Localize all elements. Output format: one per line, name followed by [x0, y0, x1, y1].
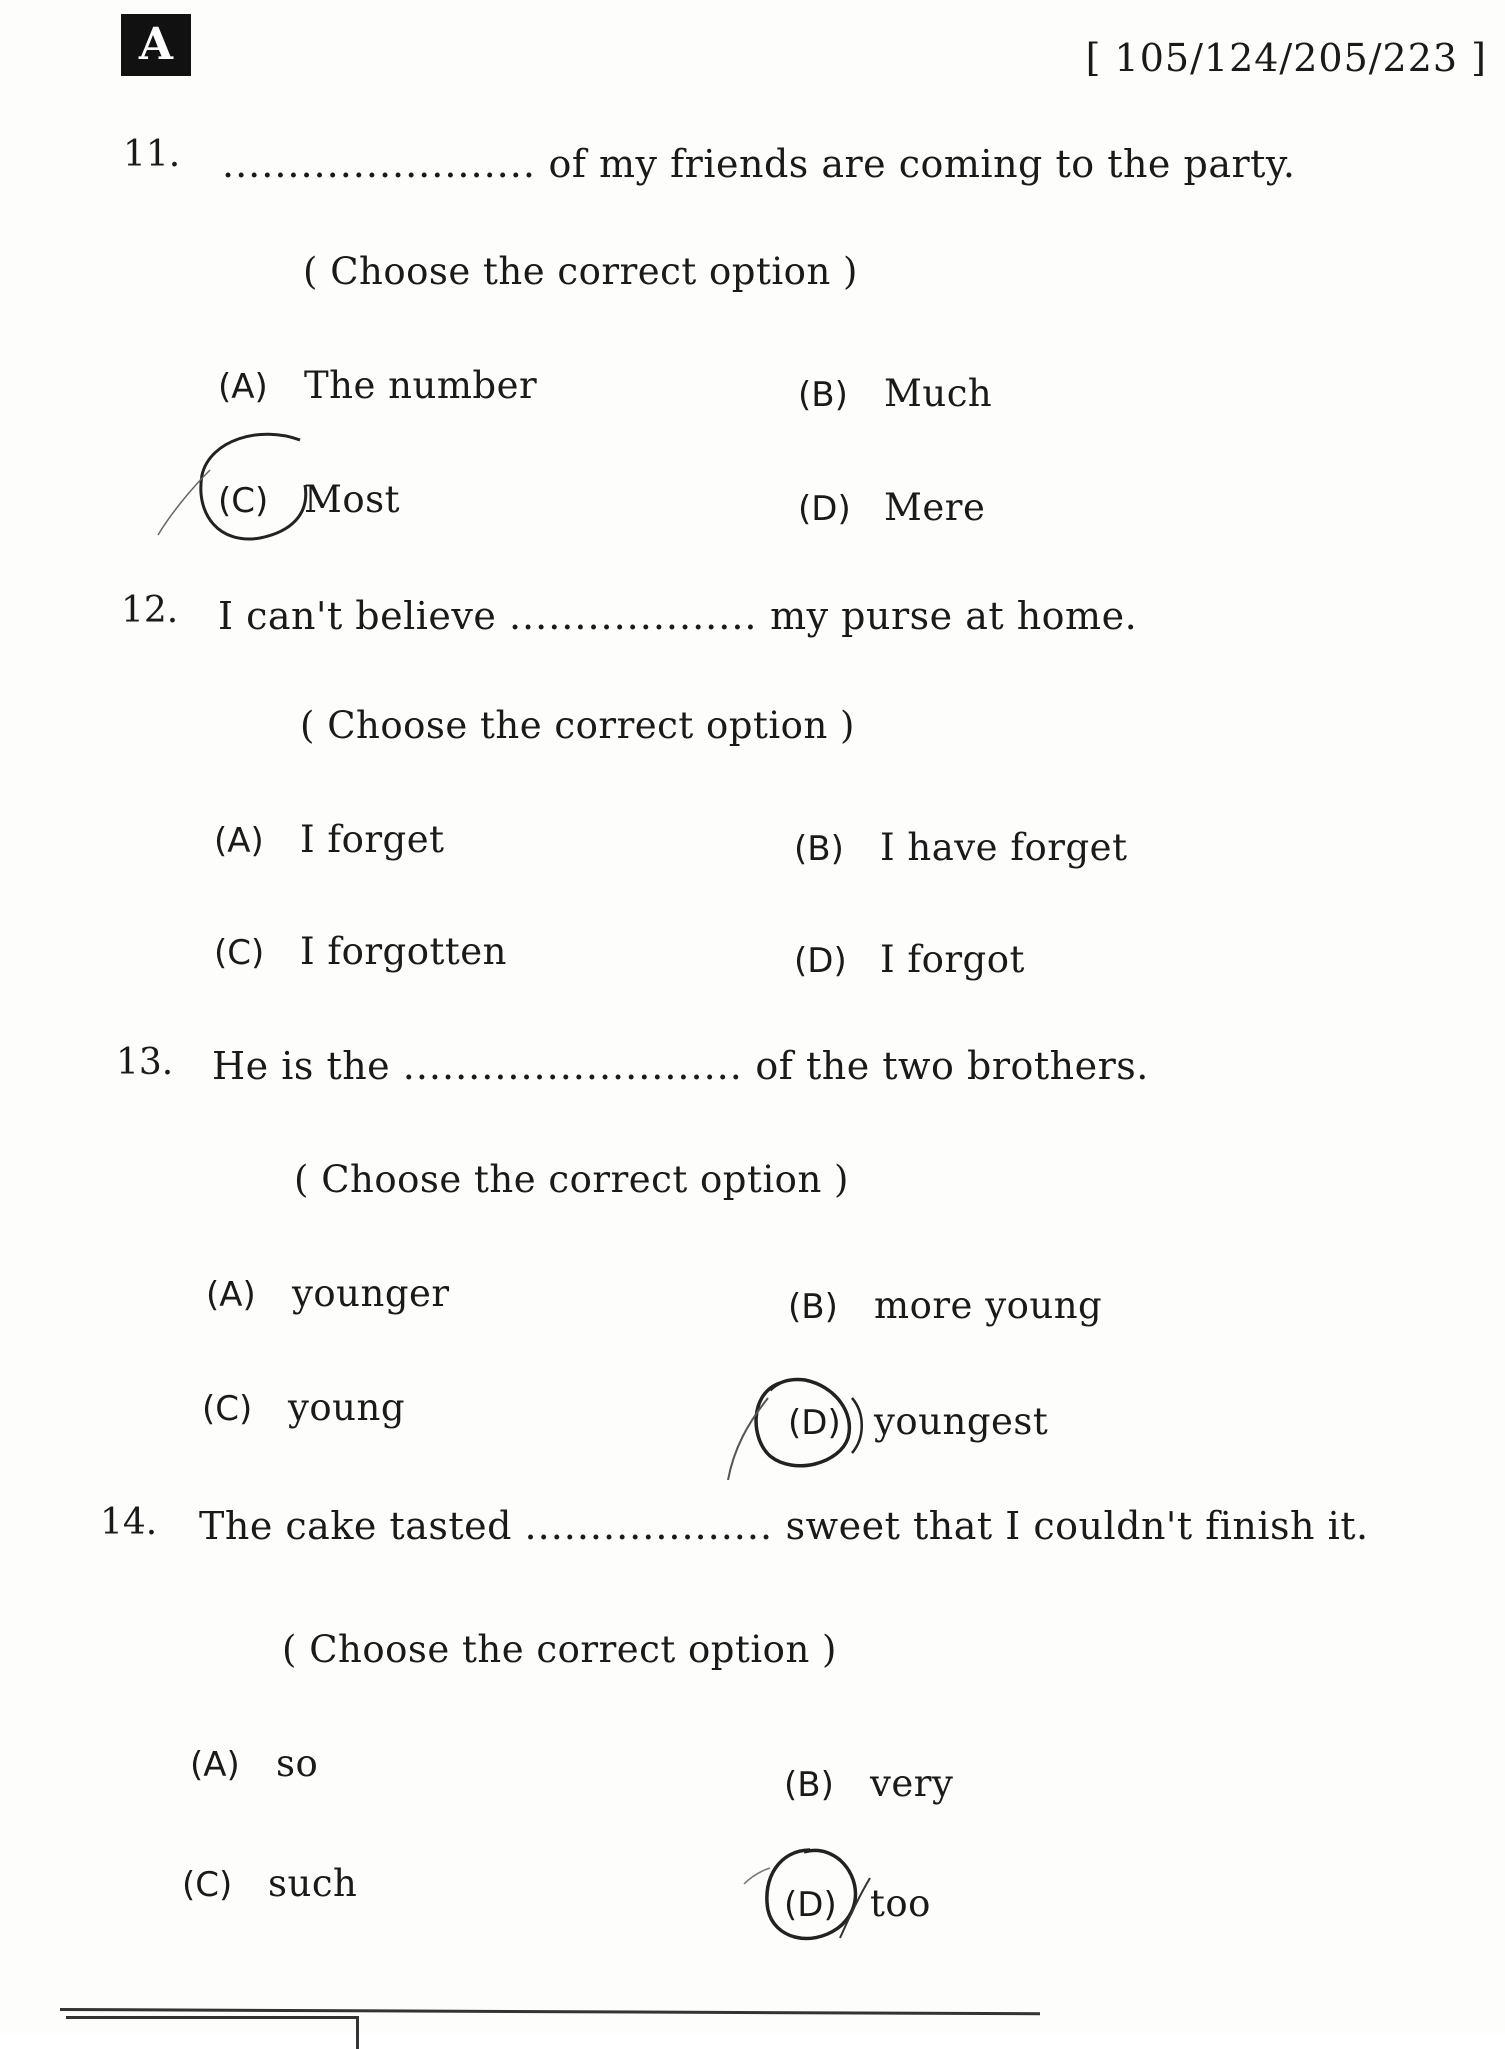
option-text: very: [870, 1762, 954, 1805]
question-12-text: [218, 594, 1137, 638]
footer-rule: [60, 2008, 1040, 2015]
question-12-option-d[interactable]: [794, 938, 1025, 981]
question-13-number: 13.: [116, 1042, 174, 1083]
option-label: (A): [218, 367, 268, 407]
option-label: (A): [206, 1275, 256, 1315]
question-12-number: 12.: [121, 590, 179, 631]
option-label: (D): [798, 489, 851, 529]
option-text: I forgotten: [300, 930, 507, 973]
question-14-option-b[interactable]: [784, 1762, 953, 1805]
paper-code: [ 105/124/205/223 ]: [1085, 36, 1487, 80]
question-11-instruction: ( Choose the correct option ): [303, 250, 858, 293]
question-14-number: 14.: [100, 1502, 158, 1543]
option-label: (A): [214, 821, 264, 861]
question-12-instruction: ( Choose the correct option ): [300, 704, 855, 747]
option-text: Most: [304, 478, 401, 521]
question-11-number: 11.: [123, 134, 181, 175]
question-14-after: sweet that I couldn't finish it.: [785, 1504, 1369, 1548]
option-label: (C): [202, 1389, 253, 1429]
option-label: (C): [182, 1865, 233, 1905]
option-label: (B): [784, 1765, 834, 1805]
option-text: I forgot: [880, 938, 1025, 981]
question-13-option-b[interactable]: [788, 1284, 1102, 1327]
question-11-option-a[interactable]: [218, 364, 537, 407]
question-14-option-c[interactable]: [182, 1862, 357, 1905]
question-11-blank: ........................: [222, 142, 536, 186]
option-text: Much: [884, 372, 993, 415]
option-label: (B): [798, 375, 848, 415]
question-13-option-a[interactable]: [206, 1272, 450, 1315]
option-label: (B): [788, 1287, 838, 1327]
question-11-option-d[interactable]: [798, 486, 985, 529]
question-12-before: I can't believe: [218, 594, 497, 638]
option-text: such: [268, 1862, 358, 1905]
option-label: (C): [218, 481, 269, 521]
question-14-before: The cake tasted: [199, 1504, 512, 1548]
option-text: The number: [304, 364, 538, 407]
option-text: younger: [292, 1272, 450, 1315]
question-12-option-b[interactable]: [794, 826, 1127, 869]
set-badge: A: [121, 14, 191, 76]
question-12-after: my purse at home.: [770, 594, 1138, 638]
question-13-instruction: ( Choose the correct option ): [294, 1158, 849, 1201]
option-text: young: [288, 1386, 406, 1429]
question-11-text: [222, 142, 1295, 186]
question-13-blank: ..........................: [402, 1044, 743, 1088]
question-14-option-a[interactable]: [190, 1742, 318, 1785]
question-13-option-c[interactable]: [202, 1386, 405, 1429]
question-11-option-b[interactable]: [798, 372, 992, 415]
question-14-text: [199, 1504, 1369, 1548]
question-13-before: He is the: [212, 1044, 391, 1088]
question-14-blank: ...................: [524, 1504, 774, 1548]
option-label: (C): [214, 933, 265, 973]
option-text: so: [276, 1742, 319, 1785]
question-13-option-d[interactable]: [788, 1400, 1048, 1443]
question-14-instruction: ( Choose the correct option ): [282, 1628, 837, 1671]
option-label: (D): [788, 1403, 841, 1443]
option-label: (A): [190, 1745, 240, 1785]
option-text: too: [870, 1882, 931, 1925]
question-11-after: of my friends are coming to the party.: [548, 142, 1296, 186]
option-text: youngest: [874, 1400, 1049, 1443]
question-13-after: of the two brothers.: [755, 1044, 1149, 1088]
question-13-text: [212, 1044, 1149, 1088]
question-11-option-c[interactable]: [218, 478, 400, 521]
option-label: (D): [794, 941, 847, 981]
option-text: Mere: [884, 486, 986, 529]
question-14-option-d[interactable]: [784, 1882, 931, 1925]
option-text: more young: [874, 1284, 1103, 1327]
question-12-option-c[interactable]: [214, 930, 507, 973]
option-text: I forget: [300, 818, 445, 861]
option-label: (B): [794, 829, 844, 869]
option-label: (D): [784, 1885, 837, 1925]
question-12-option-a[interactable]: [214, 818, 444, 861]
question-12-blank: ...................: [508, 594, 758, 638]
footer-box: [66, 2016, 359, 2049]
option-text: I have forget: [880, 826, 1128, 869]
